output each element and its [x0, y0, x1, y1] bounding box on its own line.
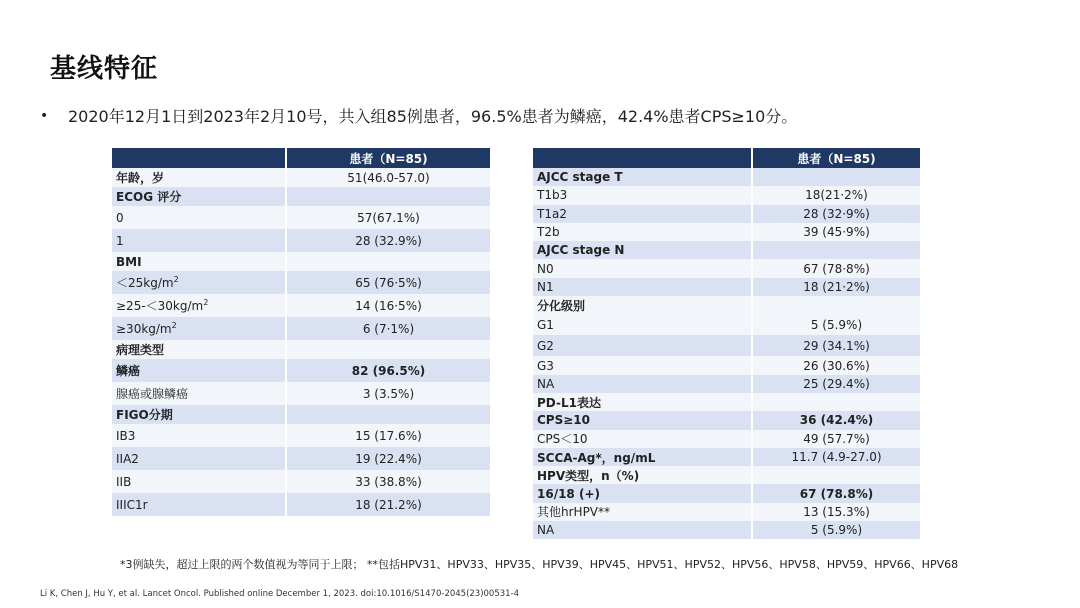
row-label: CPS≥10	[533, 411, 752, 429]
row-value: 6 (7·1%)	[286, 317, 490, 340]
summary-bullet	[40, 104, 797, 127]
row-label: IB3	[112, 424, 286, 447]
table-row	[533, 411, 920, 429]
row-value	[286, 340, 490, 359]
table-row	[112, 294, 490, 317]
row-label: NA	[533, 521, 752, 539]
table-header-row	[533, 148, 920, 168]
row-value: 26 (30.6%)	[752, 356, 920, 374]
table-row	[533, 521, 920, 539]
row-label: CPS＜10	[533, 430, 752, 448]
row-label: 鳞癌	[112, 359, 286, 382]
row-label: 其他hrHPV**	[533, 503, 752, 521]
row-value: 29 (34.1%)	[752, 335, 920, 356]
row-value: 19 (22.4%)	[286, 447, 490, 470]
row-label: N0	[533, 259, 752, 277]
table-row	[533, 205, 920, 223]
table-row	[533, 168, 920, 186]
row-label: BMI	[112, 252, 286, 271]
table-row	[112, 229, 490, 252]
row-label: FIGO分期	[112, 405, 286, 424]
row-label: G3	[533, 356, 752, 374]
row-label: HPV类型，n（%)	[533, 466, 752, 484]
row-label: NA	[533, 375, 752, 393]
row-value: 18 (21.2%)	[286, 493, 490, 516]
table-row	[533, 186, 920, 204]
row-label: PD-L1表达	[533, 393, 752, 411]
table-row	[533, 278, 920, 296]
row-value: 18(21·2%)	[752, 186, 920, 204]
row-value	[286, 252, 490, 271]
table-row	[533, 314, 920, 335]
table-row	[533, 503, 920, 521]
table-row	[112, 340, 490, 359]
row-value	[286, 187, 490, 206]
row-label: 分化级别	[533, 296, 752, 314]
table-row	[112, 317, 490, 340]
table-row	[533, 466, 920, 484]
row-label: G1	[533, 314, 752, 335]
row-value: 49 (57.7%)	[752, 430, 920, 448]
row-value: 5 (5.9%)	[752, 521, 920, 539]
row-label: ECOG 评分	[112, 187, 286, 206]
table-row	[533, 259, 920, 277]
row-value	[752, 241, 920, 259]
row-value: 13 (15.3%)	[752, 503, 920, 521]
header-label-cell	[533, 148, 752, 168]
row-label: SCCA-Ag*，ng/mL	[533, 448, 752, 466]
row-value: 36 (42.4%)	[752, 411, 920, 429]
table-row	[112, 252, 490, 271]
row-value: 39 (45·9%)	[752, 223, 920, 241]
row-value: 11.7 (4.9-27.0)	[752, 448, 920, 466]
row-value: 28 (32.9%)	[286, 229, 490, 252]
table-row	[533, 484, 920, 502]
row-label: AJCC stage N	[533, 241, 752, 259]
header-label-cell	[112, 148, 286, 168]
row-label: 1	[112, 229, 286, 252]
table-row	[112, 424, 490, 447]
row-label: $\ge 25-<30kg/m^2$	[112, 294, 286, 317]
row-value: 65 (76·5%)	[286, 271, 490, 294]
row-label: $\ge 30kg/m^2$	[112, 317, 286, 340]
table-row	[533, 375, 920, 393]
table-row	[533, 223, 920, 241]
table-row	[533, 430, 920, 448]
row-label: 病理类型	[112, 340, 286, 359]
row-value	[752, 393, 920, 411]
baseline-table-left	[112, 148, 490, 516]
row-value: 18 (21·2%)	[752, 278, 920, 296]
row-label: IIA2	[112, 447, 286, 470]
citation: Li K, Chen J, Hu Y, et al. Lancet Oncol. Published online December 1, 2023. doi:10.1016/S1470-2045(23)00531-4	[40, 589, 520, 599]
bullet-marker: •	[40, 107, 49, 124]
row-value: 3 (3.5%)	[286, 382, 490, 405]
row-value: 15 (17.6%)	[286, 424, 490, 447]
page-title: 基线特征	[50, 54, 159, 84]
table-row	[533, 296, 920, 314]
table-row	[533, 356, 920, 374]
table-row	[112, 168, 490, 187]
row-value: 5 (5.9%)	[752, 314, 920, 335]
row-value: 25 (29.4%)	[752, 375, 920, 393]
row-label: T2b	[533, 223, 752, 241]
row-value: 67 (78·8%)	[752, 259, 920, 277]
row-value: 14 (16·5%)	[286, 294, 490, 317]
footnote: *3例缺失，超过上限的两个数值视为等同于上限； **包括HPV31、HPV33、HPV35、HPV39、HPV45、HPV51、HPV52、HPV56、HPV58、HPV59、HPV66、HPV68	[120, 558, 959, 571]
row-label: 16/18 (+)	[533, 484, 752, 502]
table-row	[533, 241, 920, 259]
summary-text: 2020年12月1日到2023年2月10号，共入组85例患者，96.5%患者为鳞癌，42.4%患者CPS≥10分。	[68, 107, 798, 126]
table-header-row	[112, 148, 490, 168]
row-value: 51(46.0-57.0)	[286, 168, 490, 187]
table-row	[533, 393, 920, 411]
header-patients-cell: 患者（N=85)	[752, 148, 920, 168]
row-value: 82 (96.5%)	[286, 359, 490, 382]
table-row	[112, 447, 490, 470]
row-value	[752, 296, 920, 314]
row-label: 年龄，岁	[112, 168, 286, 187]
table-row	[112, 206, 490, 229]
row-label: IIB	[112, 470, 286, 493]
table-row	[112, 271, 490, 294]
table-row	[112, 382, 490, 405]
row-value	[752, 168, 920, 186]
table-row	[112, 187, 490, 206]
row-label: $<25kg/m^2$	[112, 271, 286, 294]
row-value	[286, 405, 490, 424]
row-label: N1	[533, 278, 752, 296]
header-patients-cell: 患者（N=85)	[286, 148, 490, 168]
row-label: 0	[112, 206, 286, 229]
row-label: T1b3	[533, 186, 752, 204]
row-label: T1a2	[533, 205, 752, 223]
table-row	[112, 493, 490, 516]
table-row	[112, 405, 490, 424]
row-label: G2	[533, 335, 752, 356]
row-value: 28 (32·9%)	[752, 205, 920, 223]
row-label: AJCC stage T	[533, 168, 752, 186]
table-row	[533, 448, 920, 466]
row-value	[752, 466, 920, 484]
table-row	[533, 335, 920, 356]
row-label: IIIC1r	[112, 493, 286, 516]
row-label: 腺癌或腺鳞癌	[112, 382, 286, 405]
table-row	[112, 470, 490, 493]
baseline-table-right	[533, 148, 920, 539]
row-value: 33 (38.8%)	[286, 470, 490, 493]
row-value: 67 (78.8%)	[752, 484, 920, 502]
row-value: 57(67.1%)	[286, 206, 490, 229]
table-row	[112, 359, 490, 382]
